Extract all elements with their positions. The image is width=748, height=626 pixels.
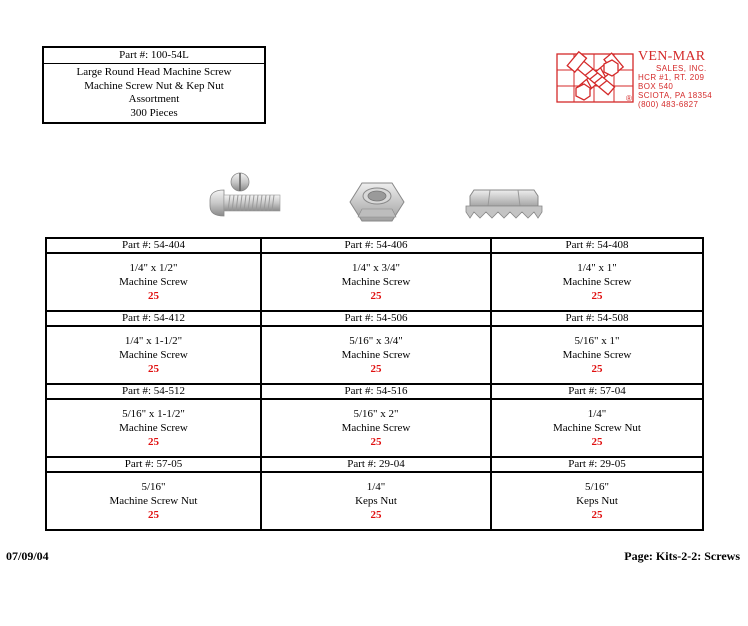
item-size: 5/16" x 3/4" — [349, 335, 403, 347]
registered-mark: ® — [626, 94, 632, 103]
part-number-cell: Part #: 57-04 — [491, 384, 703, 399]
item-quantity: 25 — [148, 363, 159, 375]
part-number-row — [46, 311, 703, 326]
part-number-row — [46, 457, 703, 472]
item-cell — [261, 253, 491, 311]
company-phone: (800) 483-6827 — [638, 100, 699, 109]
item-size: 1/4" x 1/2" — [129, 262, 178, 274]
kit-description — [44, 64, 264, 122]
item-type: Machine Screw — [119, 349, 188, 361]
item-type: Machine Screw — [562, 349, 632, 361]
item-type: Keps Nut — [576, 495, 618, 507]
item-cell — [261, 399, 491, 457]
item-cell — [46, 253, 261, 311]
company-subtitle: SALES, INC. — [656, 64, 707, 73]
item-cell — [46, 326, 261, 384]
item-type: Machine Screw — [341, 422, 411, 434]
item-size: 5/16" x 2" — [353, 408, 399, 420]
item-row — [46, 399, 703, 457]
part-number-cell: Part #: 54-412 — [46, 311, 261, 326]
item-quantity: 25 — [148, 290, 159, 302]
round-head-machine-screw-icon — [204, 168, 282, 220]
item-type: Machine Screw Nut — [553, 422, 641, 434]
keps-nut-icon — [464, 186, 544, 224]
item-quantity: 25 — [591, 436, 603, 448]
item-quantity: 25 — [591, 290, 603, 302]
kit-description-line: Machine Screw Nut & Kep Nut — [84, 79, 224, 92]
item-type: Machine Screw Nut — [109, 495, 198, 507]
item-type: Machine Screw — [562, 276, 632, 288]
item-quantity: 25 — [148, 509, 159, 521]
item-cell — [46, 472, 261, 530]
kit-header-box — [42, 46, 266, 124]
part-number-cell: Part #: 57-05 — [46, 457, 261, 472]
company-address-line: BOX 540 — [638, 82, 674, 91]
item-size: 5/16" x 1-1/2" — [122, 408, 185, 420]
item-size: 5/16" x 1" — [574, 335, 620, 347]
company-address-line: HCR #1, RT. 209 — [638, 73, 705, 82]
part-number-row — [46, 238, 703, 253]
part-number-cell: Part #: 29-05 — [491, 457, 703, 472]
parts-grid — [45, 237, 704, 531]
item-cell — [491, 472, 703, 530]
item-quantity: 25 — [148, 436, 159, 448]
item-cell — [46, 399, 261, 457]
part-number-cell: Part #: 54-516 — [261, 384, 491, 399]
item-quantity: 25 — [591, 509, 603, 521]
item-size: 1/4" x 1" — [577, 262, 617, 274]
part-number-cell: Part #: 54-404 — [46, 238, 261, 253]
item-size: 1/4" — [366, 481, 386, 493]
item-quantity: 25 — [370, 363, 382, 375]
item-type: Machine Screw — [341, 349, 411, 361]
part-number-row — [46, 384, 703, 399]
item-type: Machine Screw — [119, 422, 188, 434]
item-size: 1/4" — [587, 408, 607, 420]
item-cell — [491, 399, 703, 457]
item-row — [46, 253, 703, 311]
part-number-cell: Part #: 54-506 — [261, 311, 491, 326]
item-cell — [491, 326, 703, 384]
item-size: 1/4" x 3/4" — [351, 262, 401, 274]
kit-description-line: 300 Pieces — [130, 106, 178, 119]
item-type: Machine Screw — [341, 276, 411, 288]
item-cell — [261, 472, 491, 530]
company-name: VEN-MAR — [638, 49, 706, 64]
company-info — [638, 50, 712, 109]
company-logo — [556, 49, 746, 109]
item-size: 1/4" x 1-1/2" — [124, 335, 183, 347]
kit-part-number: Part #: 100-54L — [44, 48, 264, 64]
part-number-cell: Part #: 29-04 — [261, 457, 491, 472]
print-date: 07/09/04 — [6, 549, 49, 563]
item-quantity: 25 — [370, 509, 382, 521]
item-quantity: 25 — [370, 290, 382, 302]
item-cell — [491, 253, 703, 311]
hex-machine-screw-nut-icon — [346, 180, 408, 224]
kit-description-line: Large Round Head Machine Screw — [76, 66, 232, 78]
company-address-line: SCIOTA, PA 18354 — [638, 91, 713, 100]
kit-description-line: Assortment — [128, 93, 180, 105]
item-row — [46, 326, 703, 384]
item-size: 5/16" — [141, 481, 166, 493]
part-number-cell: Part #: 54-408 — [491, 238, 703, 253]
item-quantity: 25 — [370, 436, 382, 448]
part-number-cell: Part #: 54-512 — [46, 384, 261, 399]
item-type: Machine Screw — [119, 276, 188, 288]
item-size: 5/16" — [584, 481, 610, 493]
item-quantity: 25 — [591, 363, 603, 375]
item-type: Keps Nut — [355, 495, 397, 507]
page-label: Page: Kits-2-2: Screws — [624, 549, 740, 563]
item-cell — [261, 326, 491, 384]
item-row — [46, 472, 703, 530]
part-number-cell: Part #: 54-508 — [491, 311, 703, 326]
part-number-cell: Part #: 54-406 — [261, 238, 491, 253]
